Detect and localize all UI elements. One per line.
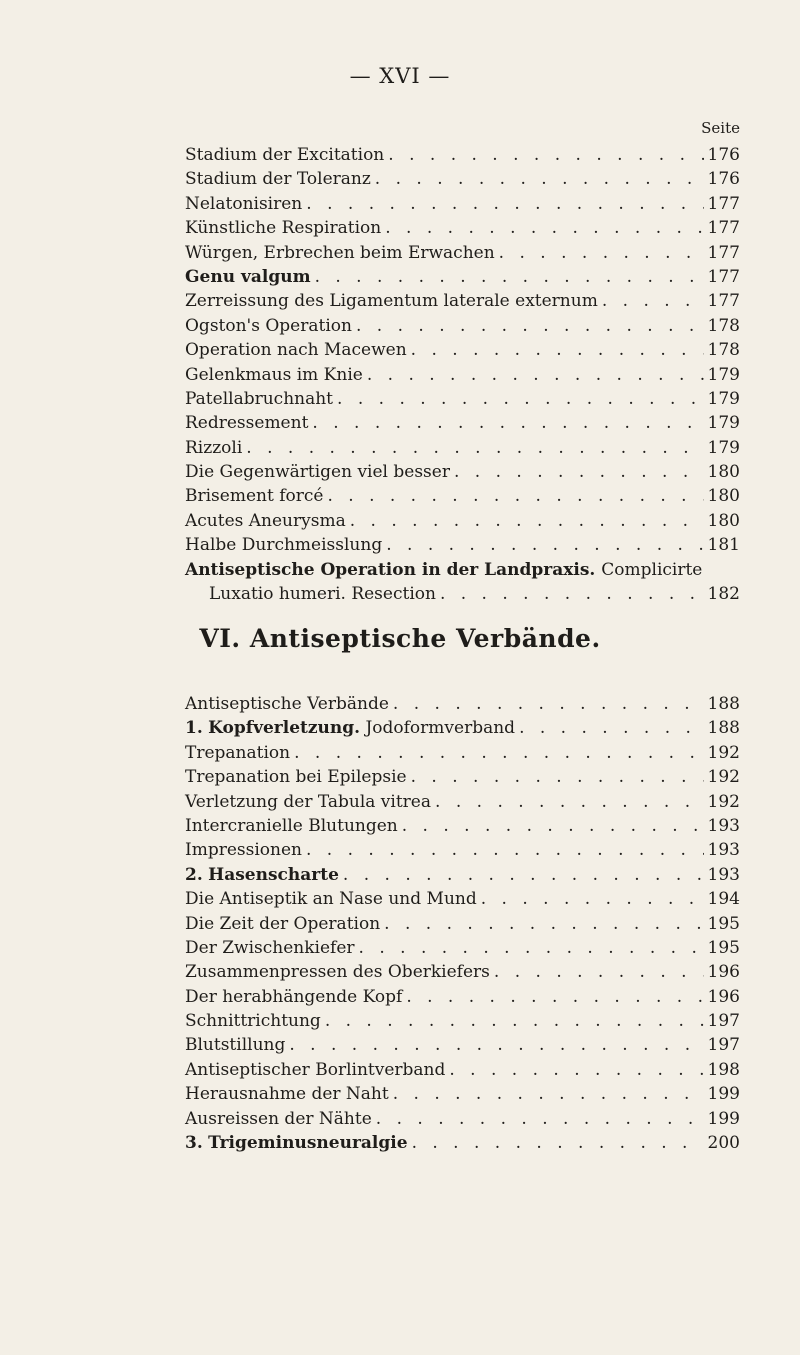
entry-title: Intercranielle Blutungen xyxy=(185,815,398,836)
entry-title: Antiseptischer Borlintverband xyxy=(185,1059,446,1080)
toc-entry xyxy=(185,814,740,838)
entry-page: 196 xyxy=(707,986,740,1007)
leader-dots xyxy=(602,289,704,313)
toc-entry xyxy=(185,912,740,936)
entry-title: Stadium der Excitation xyxy=(185,145,385,165)
toc-entry xyxy=(185,741,740,765)
entry-title: Die Zeit der Operation xyxy=(185,913,381,934)
entry-title: Redressement xyxy=(185,413,309,434)
toc-entry xyxy=(185,265,740,289)
leader-dots xyxy=(435,790,704,814)
leader-dots xyxy=(289,1033,703,1057)
entry-page: 177 xyxy=(707,266,740,287)
leader-dots xyxy=(350,509,704,533)
toc-entry xyxy=(185,985,740,1009)
leader-dots xyxy=(440,582,704,606)
entry-title xyxy=(185,863,339,887)
entry-number: 3. xyxy=(185,1133,203,1154)
entry-title-bold: Antiseptische Operation in der Landpraxis. xyxy=(185,559,596,580)
entry-title-bold: Hasenscharte xyxy=(208,864,339,885)
entry-page: 193 xyxy=(707,864,740,885)
entry-title: Zusammenpressen des Oberkiefers xyxy=(185,962,490,983)
entry-title-bold: Kopfverletzung. xyxy=(208,718,361,739)
toc-entry xyxy=(185,863,740,887)
leader-dots xyxy=(385,216,703,240)
leader-dots xyxy=(393,1082,704,1106)
entry-title: Operation nach Macewen xyxy=(185,340,407,361)
entry-title-rest: Jodoformverband xyxy=(365,718,516,739)
entry-title: Verletzung der Tabula vitrea xyxy=(185,791,432,812)
entry-page: 182 xyxy=(707,584,740,605)
entry-page: 180 xyxy=(707,486,740,507)
toc-entry xyxy=(185,167,740,191)
leader-dots xyxy=(325,1009,704,1033)
entry-page: 195 xyxy=(707,913,740,934)
leader-dots xyxy=(494,960,704,984)
entry-page: 197 xyxy=(707,1011,740,1032)
toc-entry xyxy=(185,1131,740,1155)
leader-dots xyxy=(246,436,703,460)
entry-page: 179 xyxy=(707,388,740,409)
leader-dots xyxy=(306,192,703,216)
entry-page: 188 xyxy=(707,694,740,714)
entry-page: 192 xyxy=(707,791,740,812)
toc-entry xyxy=(185,411,740,435)
entry-title xyxy=(185,1131,408,1155)
entry-title: Ausreissen der Nähte xyxy=(185,1108,372,1129)
entry-page: 200 xyxy=(707,1133,740,1154)
entry-title: Schnittrichtung xyxy=(185,1011,321,1032)
toc-bold-entry xyxy=(185,558,740,582)
leader-dots xyxy=(406,985,703,1009)
entry-title: Stadium der Toleranz xyxy=(185,169,371,190)
leader-dots xyxy=(454,460,704,484)
toc-entry xyxy=(185,216,740,240)
entry-title xyxy=(185,716,515,740)
toc-entry xyxy=(185,1033,740,1057)
entry-title: Acutes Aneurysma xyxy=(185,510,346,531)
entry-page: 199 xyxy=(707,1084,740,1105)
entry-title: Trepanation xyxy=(185,742,291,763)
leader-dots xyxy=(306,838,704,862)
toc-entry xyxy=(185,143,740,167)
page-column-label: Seite xyxy=(701,119,740,137)
entry-page: 180 xyxy=(707,462,740,483)
toc-entry xyxy=(185,765,740,789)
entry-page: 176 xyxy=(707,169,740,190)
leader-dots xyxy=(499,241,704,265)
toc-entry xyxy=(185,509,740,533)
leader-dots xyxy=(327,484,703,508)
entry-title-continuation: Complicirte xyxy=(601,559,703,580)
toc-entry xyxy=(185,314,740,338)
leader-dots xyxy=(402,814,704,838)
leader-dots xyxy=(375,167,704,191)
entry-page: 195 xyxy=(707,937,740,958)
entry-title: Trepanation bei Epilepsie xyxy=(185,767,407,788)
leader-dots xyxy=(519,716,703,740)
leader-dots xyxy=(376,1107,704,1131)
leader-dots xyxy=(312,411,703,435)
leader-dots xyxy=(315,265,704,289)
entry-page: 176 xyxy=(707,145,740,165)
toc-entry xyxy=(185,960,740,984)
leader-dots xyxy=(393,692,704,716)
toc-entry xyxy=(185,363,740,387)
leader-dots xyxy=(388,143,703,167)
entry-title: Die Gegenwärtigen viel besser xyxy=(185,462,450,483)
entry-page: 179 xyxy=(707,437,740,458)
entry-page: 177 xyxy=(707,193,740,214)
entry-page: 180 xyxy=(707,510,740,531)
leader-dots xyxy=(411,338,704,362)
entry-title: Impressionen xyxy=(185,840,302,861)
leader-dots xyxy=(356,314,704,338)
leader-dots xyxy=(481,887,704,911)
leader-dots xyxy=(449,1058,703,1082)
entry-title: Zerreissung des Ligamentum laterale externum xyxy=(185,291,598,312)
toc-entry xyxy=(185,1058,740,1082)
entry-page: 193 xyxy=(707,840,740,861)
entry-page: 178 xyxy=(707,340,740,361)
leader-dots xyxy=(384,912,703,936)
toc-entry xyxy=(185,289,740,313)
toc-entry xyxy=(185,582,740,606)
entry-title: Patellabruchnaht xyxy=(185,388,334,409)
toc-entry xyxy=(185,692,740,716)
entry-page: 198 xyxy=(707,1059,740,1080)
entry-title: Genu valgum xyxy=(185,266,311,287)
entry-title: Halbe Durchmeisslung xyxy=(185,535,383,556)
entry-title: Brisement forcé xyxy=(185,486,324,507)
entry-page: 194 xyxy=(707,889,740,910)
entry-title: Der Zwischenkiefer xyxy=(185,937,355,958)
toc-entry xyxy=(185,241,740,265)
toc-entry xyxy=(185,887,740,911)
entry-title: Die Antiseptik an Nase und Mund xyxy=(185,889,477,910)
leader-dots xyxy=(386,533,703,557)
leader-dots xyxy=(343,863,704,887)
leader-dots xyxy=(367,363,704,387)
toc-entry xyxy=(185,533,740,557)
entry-page: 188 xyxy=(707,718,740,739)
entry-page: 192 xyxy=(707,742,740,763)
entry-title: Der herabhängende Kopf xyxy=(185,986,403,1007)
entry-title: Herausnahme der Naht xyxy=(185,1084,389,1105)
toc-entry xyxy=(185,716,740,740)
leader-dots xyxy=(337,387,704,411)
toc-entry xyxy=(185,936,740,960)
entry-page: 178 xyxy=(707,315,740,336)
toc-entry xyxy=(185,192,740,216)
toc-entry xyxy=(185,838,740,862)
leader-dots xyxy=(294,741,703,765)
entry-title: Blutstillung xyxy=(185,1035,286,1056)
toc-list-part2 xyxy=(185,692,740,1155)
entry-page: 177 xyxy=(707,242,740,263)
toc-entry xyxy=(185,1009,740,1033)
entry-page: 192 xyxy=(707,767,740,788)
toc-entry xyxy=(185,436,740,460)
entry-page: 179 xyxy=(707,413,740,434)
leader-dots xyxy=(359,936,704,960)
entry-title: Gelenkmaus im Knie xyxy=(185,364,363,385)
entry-page: 177 xyxy=(707,291,740,312)
entry-title: Antiseptische Verbände xyxy=(185,694,389,714)
toc-entry xyxy=(185,338,740,362)
entry-page: 177 xyxy=(707,218,740,239)
entry-page: 181 xyxy=(707,535,740,556)
entry-page: 197 xyxy=(707,1035,740,1056)
toc-entry xyxy=(185,1082,740,1106)
entry-title: Künstliche Respiration xyxy=(185,218,382,239)
entry-title: Luxatio humeri. Resection xyxy=(209,584,436,605)
leader-dots xyxy=(411,765,704,789)
section-heading: VI. Antiseptische Verbände. xyxy=(199,624,601,653)
entry-title: Ogston's Operation xyxy=(185,315,352,336)
toc-list-part1 xyxy=(185,143,740,606)
page-number: — XVI — xyxy=(349,64,451,88)
entry-title-bold: Trigeminusneuralgie xyxy=(208,1133,408,1154)
toc-entry xyxy=(185,460,740,484)
entry-number: 2. xyxy=(185,864,203,885)
toc-entry xyxy=(185,1107,740,1131)
entry-page: 193 xyxy=(707,815,740,836)
entry-title: Würgen, Erbrechen beim Erwachen xyxy=(185,242,495,263)
entry-number: 1. xyxy=(185,718,203,739)
leader-dots xyxy=(412,1131,704,1155)
toc-entry xyxy=(185,790,740,814)
entry-title: Nelatonisiren xyxy=(185,193,303,214)
entry-page: 199 xyxy=(707,1108,740,1129)
toc-entry xyxy=(185,387,740,411)
entry-page: 196 xyxy=(707,962,740,983)
entry-title: Rizzoli xyxy=(185,437,243,458)
toc-entry xyxy=(185,484,740,508)
entry-page: 179 xyxy=(707,364,740,385)
